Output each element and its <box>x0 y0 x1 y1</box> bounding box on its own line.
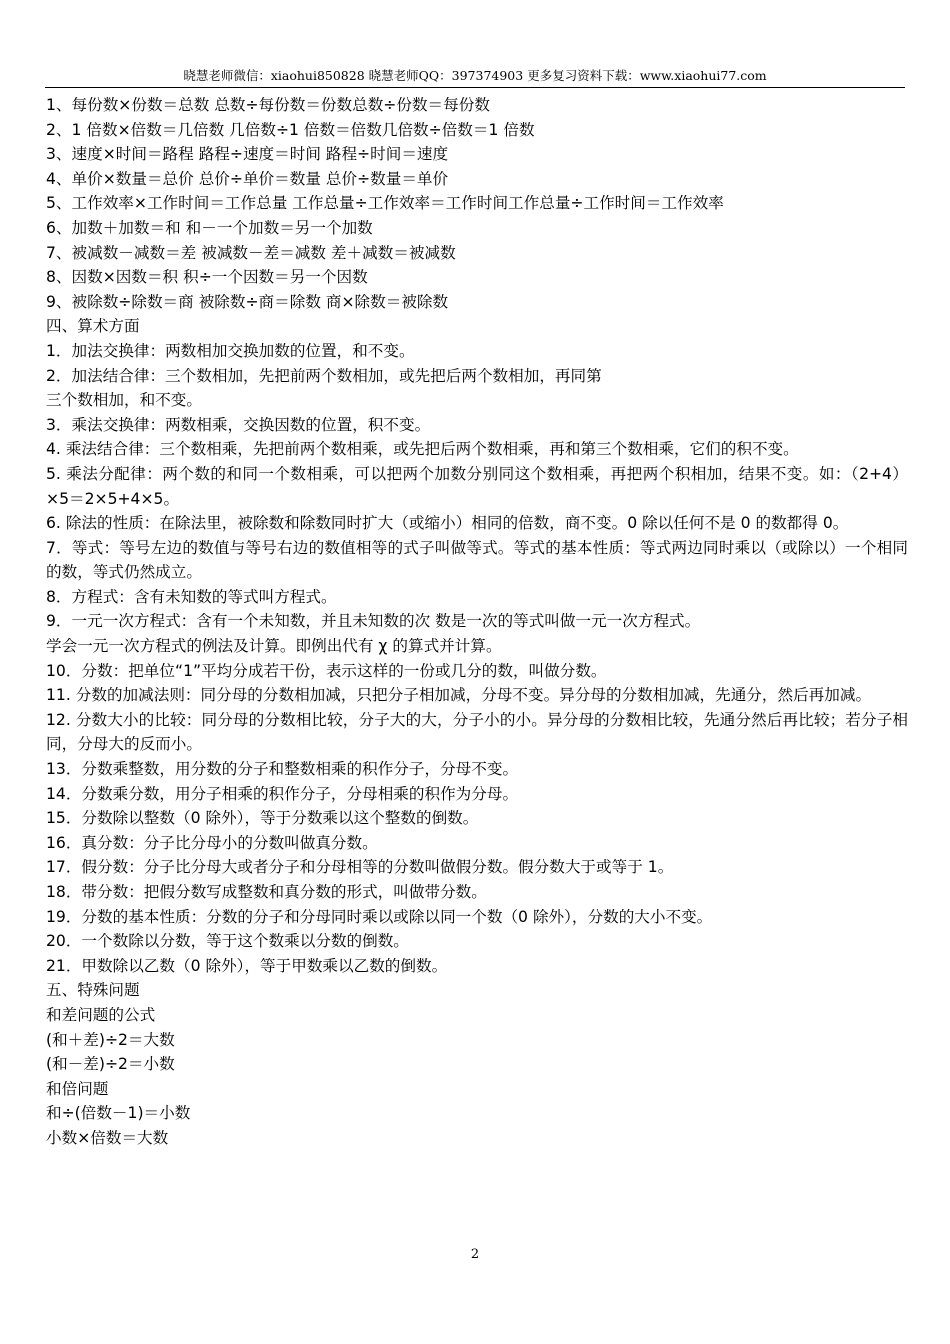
page-number: 2 <box>470 1247 480 1262</box>
text-line: 9、被除数÷除数＝商 被除数÷商＝除数 商×除数＝被除数 <box>46 292 449 311</box>
section-heading: 四、算术方面 <box>46 317 140 336</box>
text-line: 16．真分数：分子比分母小的分数叫做真分数。 <box>46 833 378 852</box>
text-line: 7、被减数－减数＝差 被减数－差＝减数 差＋减数＝被减数 <box>46 243 456 262</box>
section-heading: 五、特殊问题 <box>46 981 140 1000</box>
text-line: 1、每份数×份数＝总数 总数÷每份数＝份数总数÷份数＝每份数 <box>46 96 490 114</box>
text-paragraph: 5. 乘法分配律：两个数的和同一个数相乘，可以把两个加数分别同这个数相乘，再把两个积相加，结果不变。如：（2+4）×5＝2×5+4×5。 <box>46 464 908 508</box>
document-body <box>46 93 908 1151</box>
text-line: 20．一个数除以分数，等于这个数乘以分数的倒数。 <box>46 932 409 951</box>
text-line: 3．乘法交换律：两数相乘，交换因数的位置，积不变。 <box>46 415 431 434</box>
formula-line: 和÷(倍数－1)＝小数 <box>46 1104 191 1123</box>
formula-line: 小数×倍数＝大数 <box>46 1128 169 1147</box>
text-paragraph: 6. 除法的性质：在除法里，被除数和除数同时扩大（或缩小）相同的倍数，商不变。0 除以任何不是 0 的数都得 0。 <box>46 514 849 533</box>
text-line: 21．甲数除以乙数（0 除外），等于甲数乘以乙数的倒数。 <box>46 956 448 975</box>
text-line: 3、速度×时间＝路程 路程÷速度＝时间 路程÷时间＝速度 <box>46 145 449 164</box>
text-line: 2．加法结合律：三个数相加，先把前两个数相加，或先把后两个数相加，再同第 <box>46 366 602 385</box>
text-paragraph: 7．等式：等号左边的数值与等号右边的数值相等的式子叫做等式。等式的基本性质：等式两边同时乘以（或除以）一个相同的数，等式仍然成立。 <box>46 538 908 582</box>
text-paragraph: 11. 分数的加减法则：同分母的分数相加减，只把分子相加减，分母不变。异分母的分数相加减，先通分，然后再加减。 <box>46 686 872 705</box>
text-line: 三个数相加，和不变。 <box>46 391 202 410</box>
text-line: 13．分数乘整数，用分数的分子和整数相乘的积作分子，分母不变。 <box>46 760 519 779</box>
text-line: 2、1 倍数×倍数＝几倍数 几倍数÷1 倍数＝倍数几倍数÷倍数＝1 倍数 <box>46 120 535 139</box>
text-line: 8．方程式：含有未知数的等式叫方程式。 <box>46 587 337 606</box>
text-line: 学会一元一次方程式的例法及计算。即例出代有 χ 的算式并计算。 <box>46 637 502 656</box>
text-line: 5、工作效率×工作时间＝工作总量 工作总量÷工作效率＝工作时间工作总量÷工作时间＝工作效率 <box>46 194 724 213</box>
text-line: 8、因数×因数＝积 积÷一个因数＝另一个因数 <box>46 268 368 287</box>
text-line: 和倍问题 <box>46 1079 109 1098</box>
text-line: 18．带分数：把假分数写成整数和真分数的形式，叫做带分数。 <box>46 883 487 901</box>
text-line: 19．分数的基本性质：分数的分子和分母同时乘以或除以同一个数（0 除外），分数的大小不变。 <box>46 907 713 926</box>
text-paragraph: 4. 乘法结合律：三个数相乘，先把前两个数相乘，或先把后两个数相乘，再和第三个数相乘，它们的积不变。 <box>46 440 799 459</box>
text-line: 15．分数除以整数（0 除外），等于分数乘以这个整数的倒数。 <box>46 809 479 828</box>
page-header: 晓慧老师微信：xiaohui850828 晓慧老师QQ：397374903 更多复习资料下载：www.xiaohui77.com <box>45 66 905 88</box>
formula-line: (和－差)÷2＝小数 <box>46 1055 175 1074</box>
text-line: 9．一元一次方程式：含有一个未知数，并且未知数的次 数是一次的等式叫做一元一次方程式。 <box>46 612 701 631</box>
text-line: 14．分数乘分数，用分子相乘的积作分子，分母相乘的积作为分母。 <box>46 784 519 803</box>
text-line: 和差问题的公式 <box>46 1005 156 1024</box>
text-paragraph: 12. 分数大小的比较：同分母的分数相比较，分子大的大，分子小的小。异分母的分数相比较，先通分然后再比较；若分子相同，分母大的反而小。 <box>46 710 908 754</box>
text-line: 17．假分数：分子比分母大或者分子和分母相等的分数叫做假分数。假分数大于或等于 1。 <box>46 858 674 877</box>
text-line: 1．加法交换律：两数相加交换加数的位置，和不变。 <box>46 341 415 360</box>
text-line: 10．分数：把单位“1”平均分成若干份，表示这样的一份或几分的数，叫做分数。 <box>46 661 607 680</box>
formula-line: (和＋差)÷2＝大数 <box>46 1030 175 1049</box>
text-line: 6、加数＋加数＝和 和－一个加数＝另一个加数 <box>46 218 373 237</box>
text-line: 4、单价×数量＝总价 总价÷单价＝数量 总价÷数量＝单价 <box>46 169 449 188</box>
